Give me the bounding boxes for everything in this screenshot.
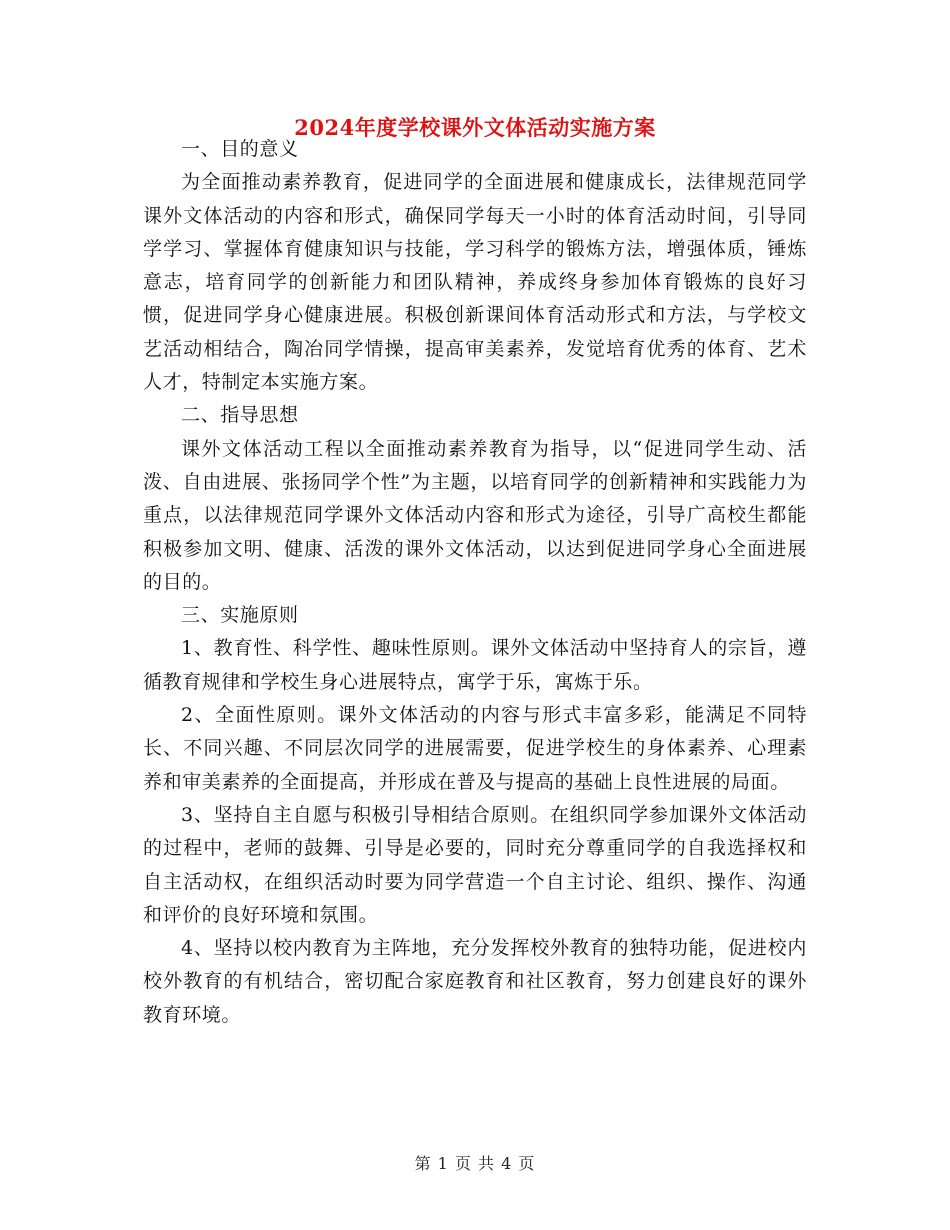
paragraph-principle-2: 2、全面性原则。课外文体活动的内容与形式丰富多彩，能满足不同特长、不同兴趣、不同层次同学的进展需要，促进学校生的身体素养、心理素养和审美素养的全面提高，并形成在普及与提高的基础上良性进展的局面。 (143, 704, 807, 793)
paragraph-principle-4: 4、坚持以校内教育为主阵地，充分发挥校外教育的独特功能，促进校内校外教育的有机结合，密切配合家庭教育和社区教育，努力创建良好的课外教育环境。 (143, 937, 807, 1026)
paragraph-principle-3: 3、坚持自主自愿与积极引导相结合原则。在组织同学参加课外文体活动的过程中，老师的鼓舞、引导是必要的，同时充分尊重同学的自我选择权和自主活动权，在组织活动时要为同学营造一个自主讨论、组织、操作、沟通和评价的良好环境和氛围。 (143, 803, 807, 926)
paragraph-principle-1: 1、教育性、科学性、趣味性原则。课外文体活动中坚持育人的宗旨，遵循教育规律和学校生身心进展特点，寓学于乐，寓炼于乐。 (143, 637, 807, 693)
document-body (143, 133, 807, 1032)
document-title: 2024年度学校课外文体活动实施方案 (294, 115, 656, 140)
paragraph-guiding-thought: 课外文体活动工程以全面推动素养教育为指导，以“促进同学生动、活泼、自由进展、张扬同学个性”为主题，以培育同学的创新精神和实践能力为重点，以法律规范同学课外文体活动内容和形式为途径，引导广高校生都能积极参加文明、健康、活泼的课外文体活动，以达到促进同学身心全面进展的目的。 (143, 437, 807, 593)
section-heading-principles: 三、实施原则 (181, 604, 299, 627)
page-footer: 第 1 页 共 4 页 (414, 1154, 536, 1173)
section-heading-purpose: 一、目的意义 (181, 138, 299, 160)
section-heading-guiding-thought: 二、指导思想 (181, 404, 299, 427)
paragraph-purpose: 为全面推动素养教育，促进同学的全面进展和健康成长，法律规范同学课外文体活动的内容和形式，确保同学每天一小时的体育活动时间，引导同学学习、掌握体育健康知识与技能，学习科学的锻炼方法，增强体质，锤炼意志，培育同学的创新能力和团队精神，养成终身参加体育锻炼的良好习惯，促进同学身心健康进展。积极创新课间体育活动形式和方法，与学校文艺活动相结合，陶冶同学情操，提高审美素养，发觉培育优秀的体育、艺术人才，特制定本实施方案。 (143, 171, 807, 394)
